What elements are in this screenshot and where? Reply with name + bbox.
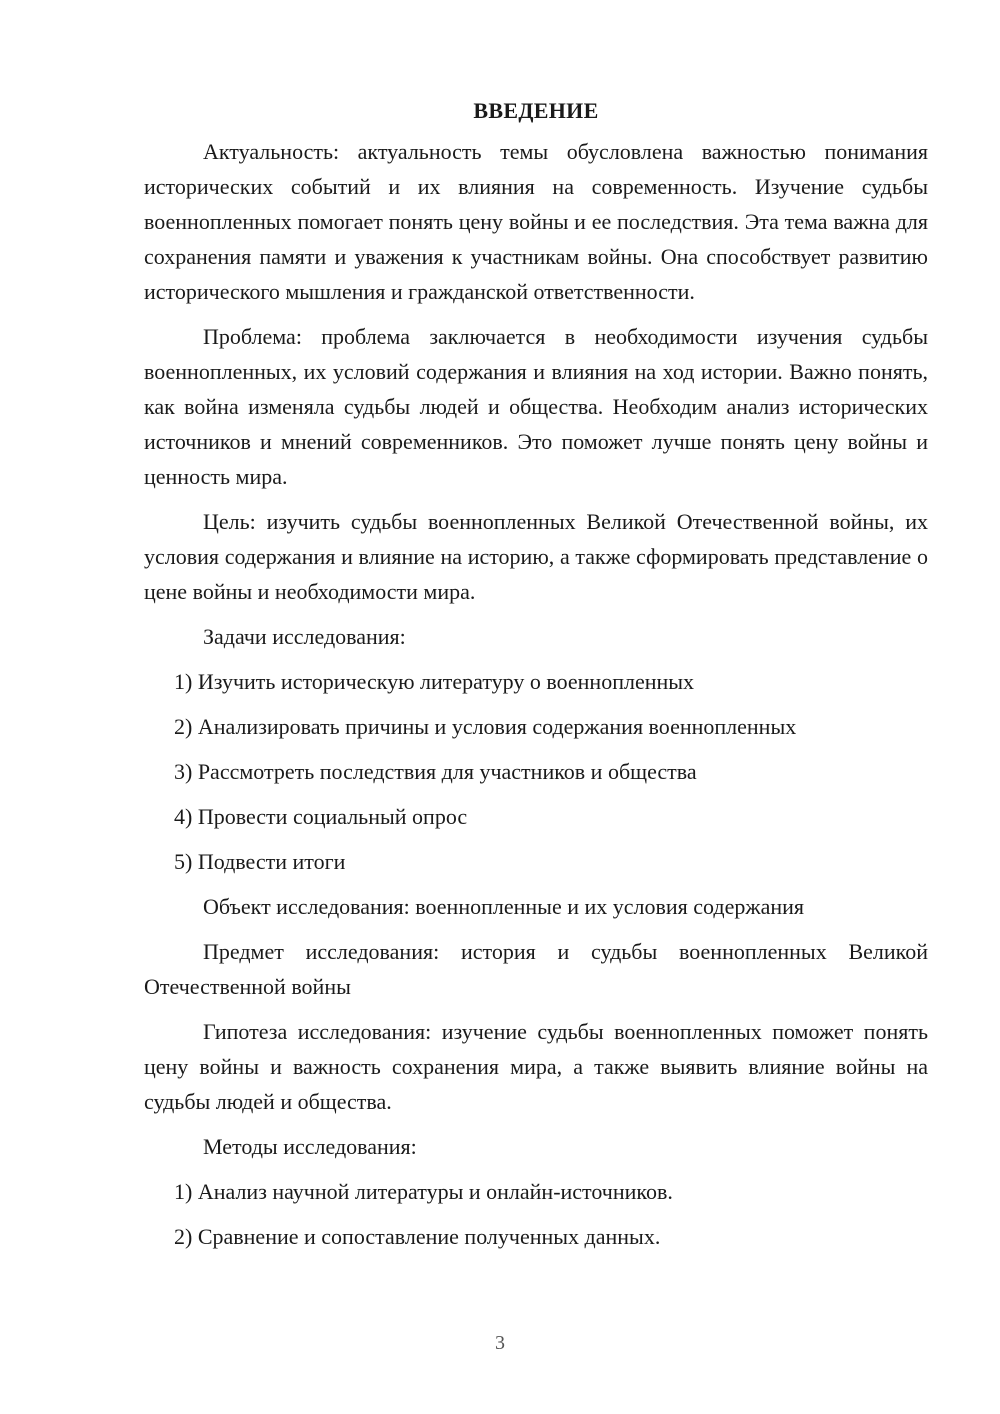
methods-heading: Методы исследования: [203,1134,417,1159]
list-item: 1) Анализ научной литературы и онлайн-источников. [174,1179,673,1204]
tasks-heading: Задачи исследования: [203,624,406,649]
list-item: 2) Сравнение и сопоставление полученных данных. [174,1224,661,1249]
page-title: ВВЕДЕНИЕ [473,98,599,123]
methods-list [144,1174,928,1254]
list-item: 5) Подвести итоги [174,849,346,874]
list-item: 2) Анализировать причины и условия содержания военнопленных [174,714,797,739]
document-page [144,94,928,1264]
page-number: 3 [495,1332,505,1354]
list-item: 3) Рассмотреть последствия для участников и общества [174,759,697,784]
object-paragraph: Объект исследования: военнопленные и их условия содержания [203,894,804,919]
problem-paragraph: Проблема: проблема заключается в необходимости изучения судьбы военнопленных, их условий содержания и влияния на ход истории. Важно понять, как война изменяла судьбы людей и общества. Необходим анализ исторических источников и мнений современников. Это поможет лучше понять цену войны и ценность мира. [144,324,928,489]
list-item: 1) Изучить историческую литературу о военнопленных [174,669,695,694]
goal-paragraph: Цель: изучить судьбы военнопленных Великой Отечественной войны, их условия содержания и влияние на историю, а также сформировать представление о цене войны и необходимости мира. [144,509,928,604]
relevance-paragraph: Актуальность: актуальность темы обусловлена важностью понимания исторических событий и их влияния на современность. Изучение судьбы военнопленных помогает понять цену войны и ее последствия. Эта тема важна для сохранения памяти и уважения к участникам войны. Она способствует развитию исторического мышления и гражданской ответственности. [144,139,928,304]
tasks-list [144,664,928,879]
list-item: 4) Провести социальный опрос [174,804,468,829]
subject-paragraph: Предмет исследования: история и судьбы военнопленных Великой Отечественной войны [144,939,928,999]
hypothesis-paragraph: Гипотеза исследования: изучение судьбы военнопленных поможет понять цену войны и важность сохранения мира, а также выявить влияние войны на судьбы людей и общества. [144,1019,928,1114]
